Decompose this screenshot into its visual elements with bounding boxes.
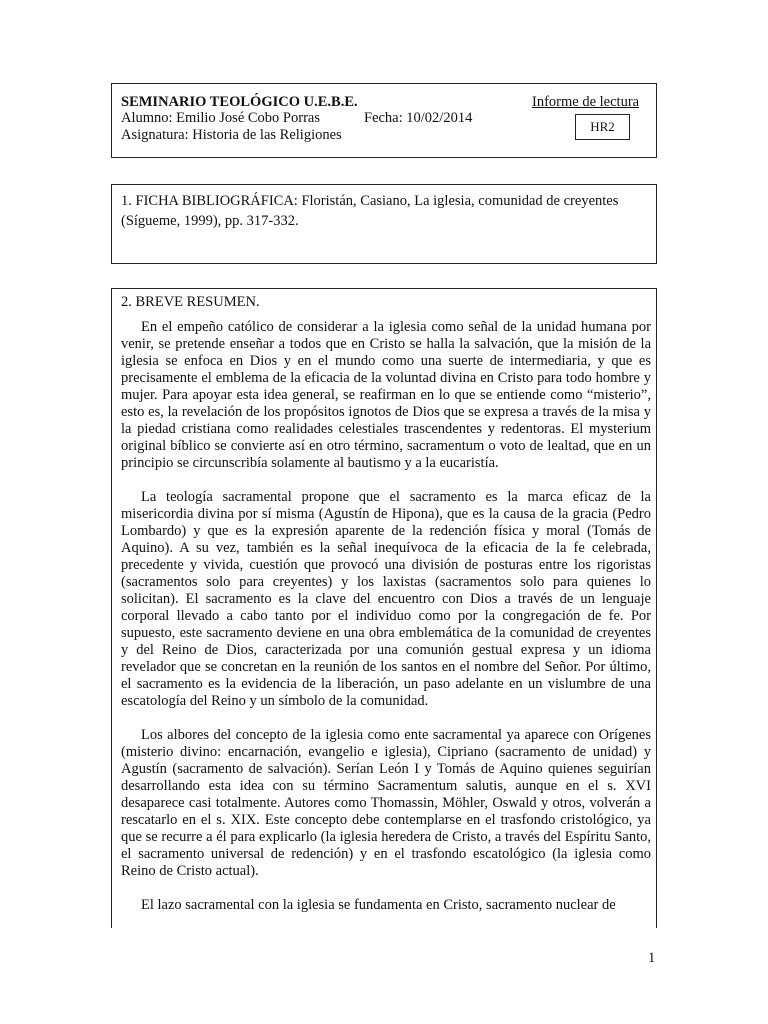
bibliographic-entry: 1. FICHA BIBLIOGRÁFICA: Floristán, Casiano, La iglesia, comunidad de creyentes (Sígueme, 1999), pp. 317-332. <box>121 193 619 229</box>
course-code-box: HR2 <box>575 114 630 140</box>
summary-paragraph: En el empeño católico de considerar a la iglesia como señal de la unidad humana por venir, se pretende enseñar a todos que en Cristo se halla la salvación, que la misión de la iglesia se enfoca en Dios y en el mundo como una suerte de intermediaria, y que es precisamente el emblema de la eficacia de la voluntad divina en Cristo para todo hombre y mujer. Para apoyar esta idea general, se reafirman en lo que se entiende como “misterio”, esto es, la revelación de los propósitos ignotos de Dios que se expresa a través de la misa y la piedad cristiana como realidades celestiales trascendentes y redentoras. El mysterium original bíblico se convierte así en otro término, sacramentum o voto de lealtad, que en un principio se circunscribía solamente al bautismo y a la eucaristía. <box>121 319 651 471</box>
summary-paragraph: La teología sacramental propone que el sacramento es la marca eficaz de la misericordia divina por sí misma (Agustín de Hipona), que es la causa de la gracia (Pedro Lombardo) y que es la expresión aparente de la redención física y moral (Tomás de Aquino). A su vez, también es la señal inequívoca de la eficacia de la fe celebrada, precedente y vivida, cuestión que provocó una división de posturas entre los rigoristas (sacramentos solo para creyentes) y los laxistas (sacramentos solo para quienes lo solicitan). El sacramento es la clave del encuentro con Dios a través de un lenguaje corporal llevado a cabo tanto por el individuo como por la congregación de fe. Por supuesto, este sacramento deviene en una obra emblemática de la comunidad de creyentes y del Reino de Dios, caracterizada por una comunión gestual expresa y un idioma revelador que se concretan en la reunión de los santos en el nombre del Señor. Por último, el sacramento es la evidencia de la liberación, un paso adelante en un vislumbre de una escatología del Reino y un símbolo de la comunidad. <box>121 489 651 709</box>
summary-heading: 2. BREVE RESUMEN. <box>121 294 260 310</box>
student-name: Alumno: Emilio José Cobo Porras <box>121 110 320 126</box>
summary-paragraph: Los albores del concepto de la iglesia como ente sacramental ya aparece con Orígenes (misterio divino: encarnación, evangelio e iglesia), Cipriano (sacramento de unidad) y Agustín (sacramento de salvación). Serían León I y Tomás de Aquino quienes seguirían desarrollando esta idea con su término Sacramentum salutis, aunque en el s. XVI desaparece casi totalmente. Autores como Thomassin, Möhler, Oswald y otros, volverán a rescatarlo en el s. XIX. Este concepto debe contemplarse en el trasfondo cristológico, ya que se recurre a él para explicarlo (la iglesia heredera de Cristo, a través del Espíritu Santo, el sacramento universal de redención) y en el trasfondo escatológico (la iglesia como Reino de Cristo actual). <box>121 727 651 879</box>
institution-title: SEMINARIO TEOLÓGICO U.E.B.E. <box>121 94 358 110</box>
subject-name: Asignatura: Historia de las Religiones <box>121 127 342 143</box>
bibliographic-box <box>111 184 657 264</box>
report-date: Fecha: 10/02/2014 <box>364 110 473 126</box>
report-type: Informe de lectura <box>532 94 640 110</box>
summary-paragraph: El lazo sacramental con la iglesia se fundamenta en Cristo, sacramento nuclear de <box>141 897 616 913</box>
page-number: 1 <box>648 950 656 966</box>
summary-box <box>111 288 657 928</box>
header-box <box>111 83 657 158</box>
summary-body <box>121 319 651 928</box>
